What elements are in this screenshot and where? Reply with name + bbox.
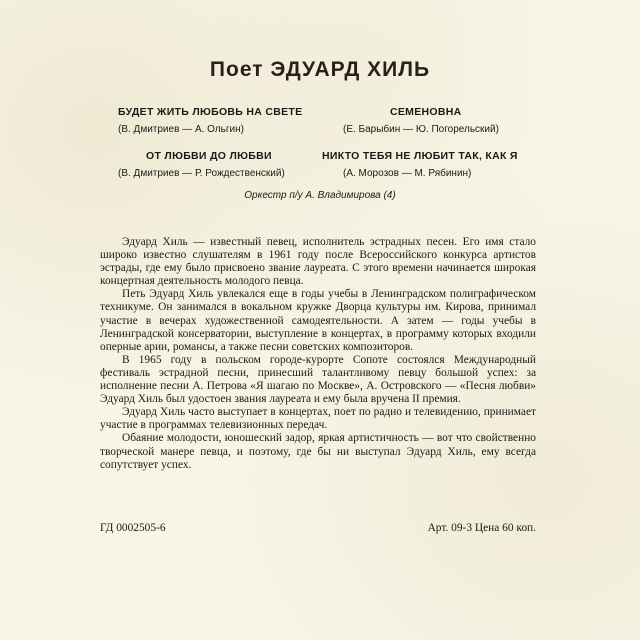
bio-paragraph: Эдуард Хиль — известный певец, исполнитель эстрадных песен. Его имя стало широко известно слушателям в 1961 году после Всероссийского конкурса артистов эстрады, где ему было присвоено звание лауреата. С этого времени начинается широкая концертная деятельность молодого певца. [100,236,536,288]
song-3 [118,150,285,179]
song-title: БУДЕТ ЖИТЬ ЛЮБОВЬ НА СВЕТЕ [118,106,303,118]
bio-paragraph: Эдуард Хиль часто выступает в концертах, поет по радио и телевидению, принимает участие в программах телевизионных передач. [100,406,536,432]
price-label: Арт. 09-3 Цена 60 коп. [427,522,536,534]
song-authors: (А. Морозов — М. Рябинин) [343,168,472,179]
song-title: СЕМЕНОВНА [390,106,462,118]
bio-paragraph: Петь Эдуард Хиль увлекался еще в годы учебы в Ленинградском полиграфическом техникуме. Он занимался в вокальном кружке Дворца культуры им. Кирова, принимал участие в вечерах художественной самодеятельности. А затем — годы учебы в Ленинградской консерватории, выступление в концертах, в программу которых входили оперные арии, романсы, а также песни советских композиторов. [100,288,536,353]
song-authors: (В. Дмитриев — А. Ольгин) [118,124,244,135]
bio-paragraph: Обаяние молодости, юношеский задор, яркая артистичность — вот что свойственно творческой манере певца, и поэтому, где бы ни выступал Эдуард Хиль, ему всегда сопутствует успех. [100,432,536,471]
page-title: Поет ЭДУАРД ХИЛЬ [209,58,431,81]
song-2 [343,106,499,135]
bio-paragraph: В 1965 году в польском городе-курорте Сопоте состоялся Международный фестиваль эстрадной песни, принесший талантливому певцу большой успех: за исполнение песни А. Петрова «Я шагаю по Москве», А. Островского — «Песня любви» Эдуард Хиль был удостоен звания лауреата и ему была вручена II премия. [100,353,536,406]
song-authors: (Е. Барыбин — Ю. Погорельский) [343,124,499,135]
song-4 [322,150,518,179]
song-1 [118,106,302,135]
orchestra-credit: Оркестр п/у А. Владимирова (4) [244,190,396,201]
song-authors: (В. Дмитриев — Р. Рождественский) [118,168,285,179]
song-title: ОТ ЛЮБВИ ДО ЛЮБВИ [146,150,272,162]
song-title: НИКТО ТЕБЯ НЕ ЛЮБИТ ТАК, КАК Я [322,150,518,162]
catalog-number: ГД 0002505-6 [100,522,166,534]
biography-text [100,236,536,472]
